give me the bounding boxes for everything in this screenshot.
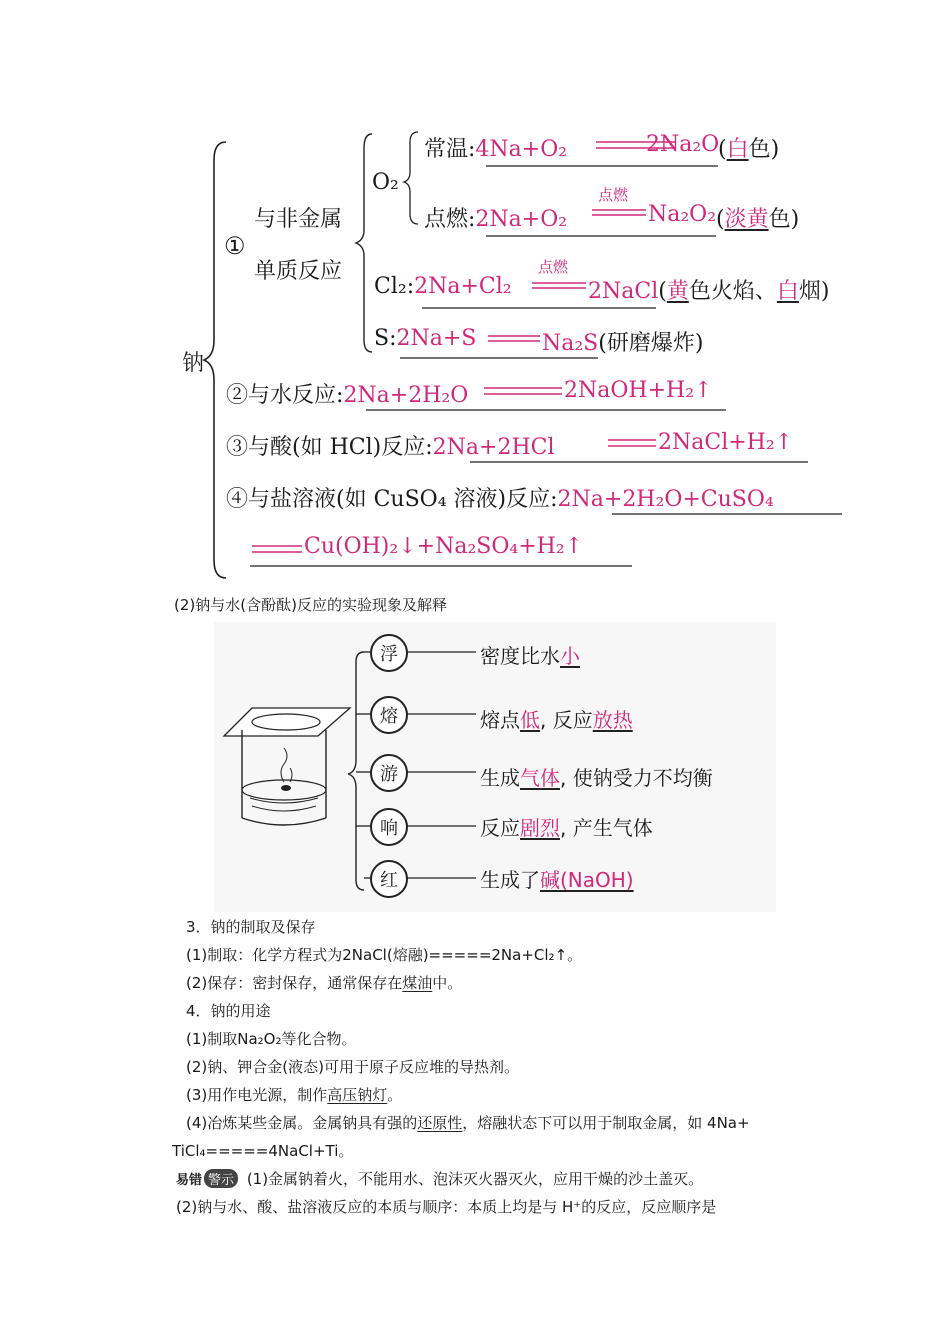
paren-close: 烟) — [798, 279, 830, 304]
key-reducibility: 还原性 — [417, 1114, 463, 1132]
section4-title: 4．钠的用途 — [186, 1002, 271, 1020]
branch1-label-line2: 单质反应 — [254, 259, 343, 284]
normal-temp-eq-right: 2Na₂O — [646, 132, 720, 157]
warning-badge: 警示 — [204, 1169, 238, 1188]
paren-close: 色) — [768, 207, 800, 232]
section3-line2 — [186, 972, 462, 993]
pre-text: 密度比水 — [480, 644, 560, 668]
post-text: , 使钠受力不均衡 — [560, 766, 713, 790]
phenomenon-circle-swim: 游 — [370, 754, 408, 792]
flame-yellow: 黄 — [666, 279, 689, 304]
ignite-label: 点燃: — [424, 207, 476, 232]
section2-title: (2)钠与水(含酚酞)反应的实验现象及解释 — [174, 596, 447, 614]
color-white: 白 — [726, 137, 749, 162]
ignite-eq-right: Na₂O₂ — [648, 202, 717, 227]
water-eq-right: 2NaOH+H₂↑ — [564, 378, 713, 403]
normal-temp-eq-left: 4Na+O₂ — [475, 137, 568, 162]
key-text: 低 — [520, 708, 540, 732]
pre-text: 熔点 — [480, 708, 520, 732]
s-row — [374, 326, 476, 351]
acid-eq-right: 2NaCl+H₂↑ — [658, 430, 794, 455]
phenomenon-row-sound — [480, 812, 653, 841]
pre-text: 生成 — [480, 766, 520, 790]
paren-close: 色) — [748, 137, 780, 162]
s-label: S: — [374, 326, 397, 351]
salt-eq-line1: 2Na+2H₂O+CuSO₄ — [557, 487, 774, 512]
s-eq-right: Na₂S — [542, 331, 599, 356]
root-label: 钠 — [182, 351, 205, 376]
line-post: ，熔融状态下可以用于制取金属，如 4Na+ — [462, 1114, 750, 1132]
section4-line2: (2)钠、钾合金(液态)可用于原子反应堆的导热剂。 — [186, 1058, 519, 1076]
cl2-label: Cl₂: — [374, 274, 415, 299]
acid-label: 与酸(如 HCl)反应: — [248, 435, 433, 460]
phenomenon-circle-melt: 熔 — [370, 696, 408, 734]
phenomenon-row-float — [480, 640, 580, 669]
section3-line1: (1)制取：化学方程式为2NaCl(熔融)=====2Na+Cl₂↑。 — [186, 946, 583, 964]
paren-open: ( — [718, 137, 727, 162]
s-eq-left: 2Na+S — [396, 326, 477, 351]
phenomenon-row-red — [480, 864, 634, 893]
section4-line1: (1)制取Na₂O₂等化合物。 — [186, 1030, 357, 1048]
acid-num: ③ — [226, 435, 249, 460]
key-sodium-lamp: 高压钠灯 — [327, 1086, 388, 1104]
section4-line3 — [186, 1084, 402, 1105]
phenomenon-row-swim — [480, 762, 713, 791]
warning-line2: (2)钠与水、酸、盐溶液反应的本质与顺序：本质上均是与 H⁺的反应，反应顺序是 — [176, 1198, 717, 1216]
ignite-eq-left: 2Na+O₂ — [475, 207, 568, 232]
pre-text: 生成了 — [480, 868, 540, 892]
cl2-condition: 点燃 — [538, 258, 569, 276]
post-text: , 产生气体 — [560, 816, 653, 840]
warning-label: 易错 — [176, 1173, 203, 1188]
phenomenon-circle-float: 浮 — [370, 634, 408, 672]
warning-block-line1 — [176, 1168, 703, 1189]
line-post: 中。 — [432, 974, 463, 992]
key-text: 小 — [560, 644, 580, 668]
o2-ignite-row — [424, 202, 567, 233]
phenomenon-circle-red: 红 — [370, 860, 408, 898]
key-text: 碱(NaOH) — [540, 868, 634, 892]
acid-row — [226, 430, 555, 461]
branch1-number: ① — [224, 232, 246, 260]
pre-text: 反应 — [480, 816, 520, 840]
key-text-2: 放热 — [592, 708, 633, 732]
color-pale-yellow: 淡黄 — [724, 207, 769, 232]
s-right — [542, 326, 703, 357]
line-post: 。 — [387, 1086, 403, 1104]
line-pre: (2)保存：密封保存，通常保存在 — [186, 974, 403, 992]
key-text: 气体 — [520, 766, 560, 790]
note-mid: 色火焰、 — [688, 279, 777, 304]
water-row — [226, 378, 468, 409]
salt-row — [226, 482, 774, 513]
salt-label: 与盐溶液(如 CuSO₄ 溶液)反应: — [248, 487, 558, 512]
section4-line5: TiCl₄=====4NaCl+Ti。 — [172, 1142, 354, 1160]
s-note: (研磨爆炸) — [598, 331, 704, 356]
normal-temp-label: 常温: — [424, 137, 476, 162]
ignite-color — [716, 202, 799, 233]
cl2-eq-right: 2NaCl — [588, 279, 659, 304]
acid-eq-left: 2Na+2HCl — [432, 435, 555, 460]
smoke-white: 白 — [776, 279, 799, 304]
key-kerosene: 煤油 — [402, 974, 433, 992]
normal-temp-color — [718, 132, 779, 163]
warning-text-1: (1)金属钠着火，不能用水、泡沫灭火器灭火，应用干燥的沙土盖灭。 — [246, 1170, 704, 1188]
section3-title: 3．钠的制取及保存 — [186, 918, 316, 936]
phenomenon-row-melt — [480, 704, 633, 733]
cl2-row — [374, 274, 512, 299]
water-num: ② — [226, 383, 249, 408]
water-label: 与水反应: — [248, 383, 344, 408]
phenomenon-circle-sound: 响 — [370, 808, 408, 846]
salt-num: ④ — [226, 487, 249, 512]
branch1-label-line1: 与非金属 — [254, 207, 343, 232]
o2-normal-temp-row — [424, 132, 567, 163]
key-text: 剧烈 — [520, 816, 560, 840]
ignite-condition: 点燃 — [598, 186, 629, 204]
section4-line4 — [186, 1112, 750, 1133]
water-eq-left: 2Na+2H₂O — [343, 383, 469, 408]
salt-eq-line2: Cu(OH)₂↓+Na₂SO₄+H₂↑ — [304, 534, 584, 559]
o2-label: O₂ — [372, 170, 399, 195]
line-pre: (3)用作电光源，制作 — [186, 1086, 328, 1104]
paren-open: ( — [716, 207, 725, 232]
cl2-right — [588, 274, 829, 305]
paren-open: ( — [658, 279, 667, 304]
cl2-eq-left: 2Na+Cl₂ — [414, 274, 512, 299]
post-text: , 反应 — [540, 708, 593, 732]
line-pre: (4)冶炼某些金属。金属钠具有强的 — [186, 1114, 418, 1132]
